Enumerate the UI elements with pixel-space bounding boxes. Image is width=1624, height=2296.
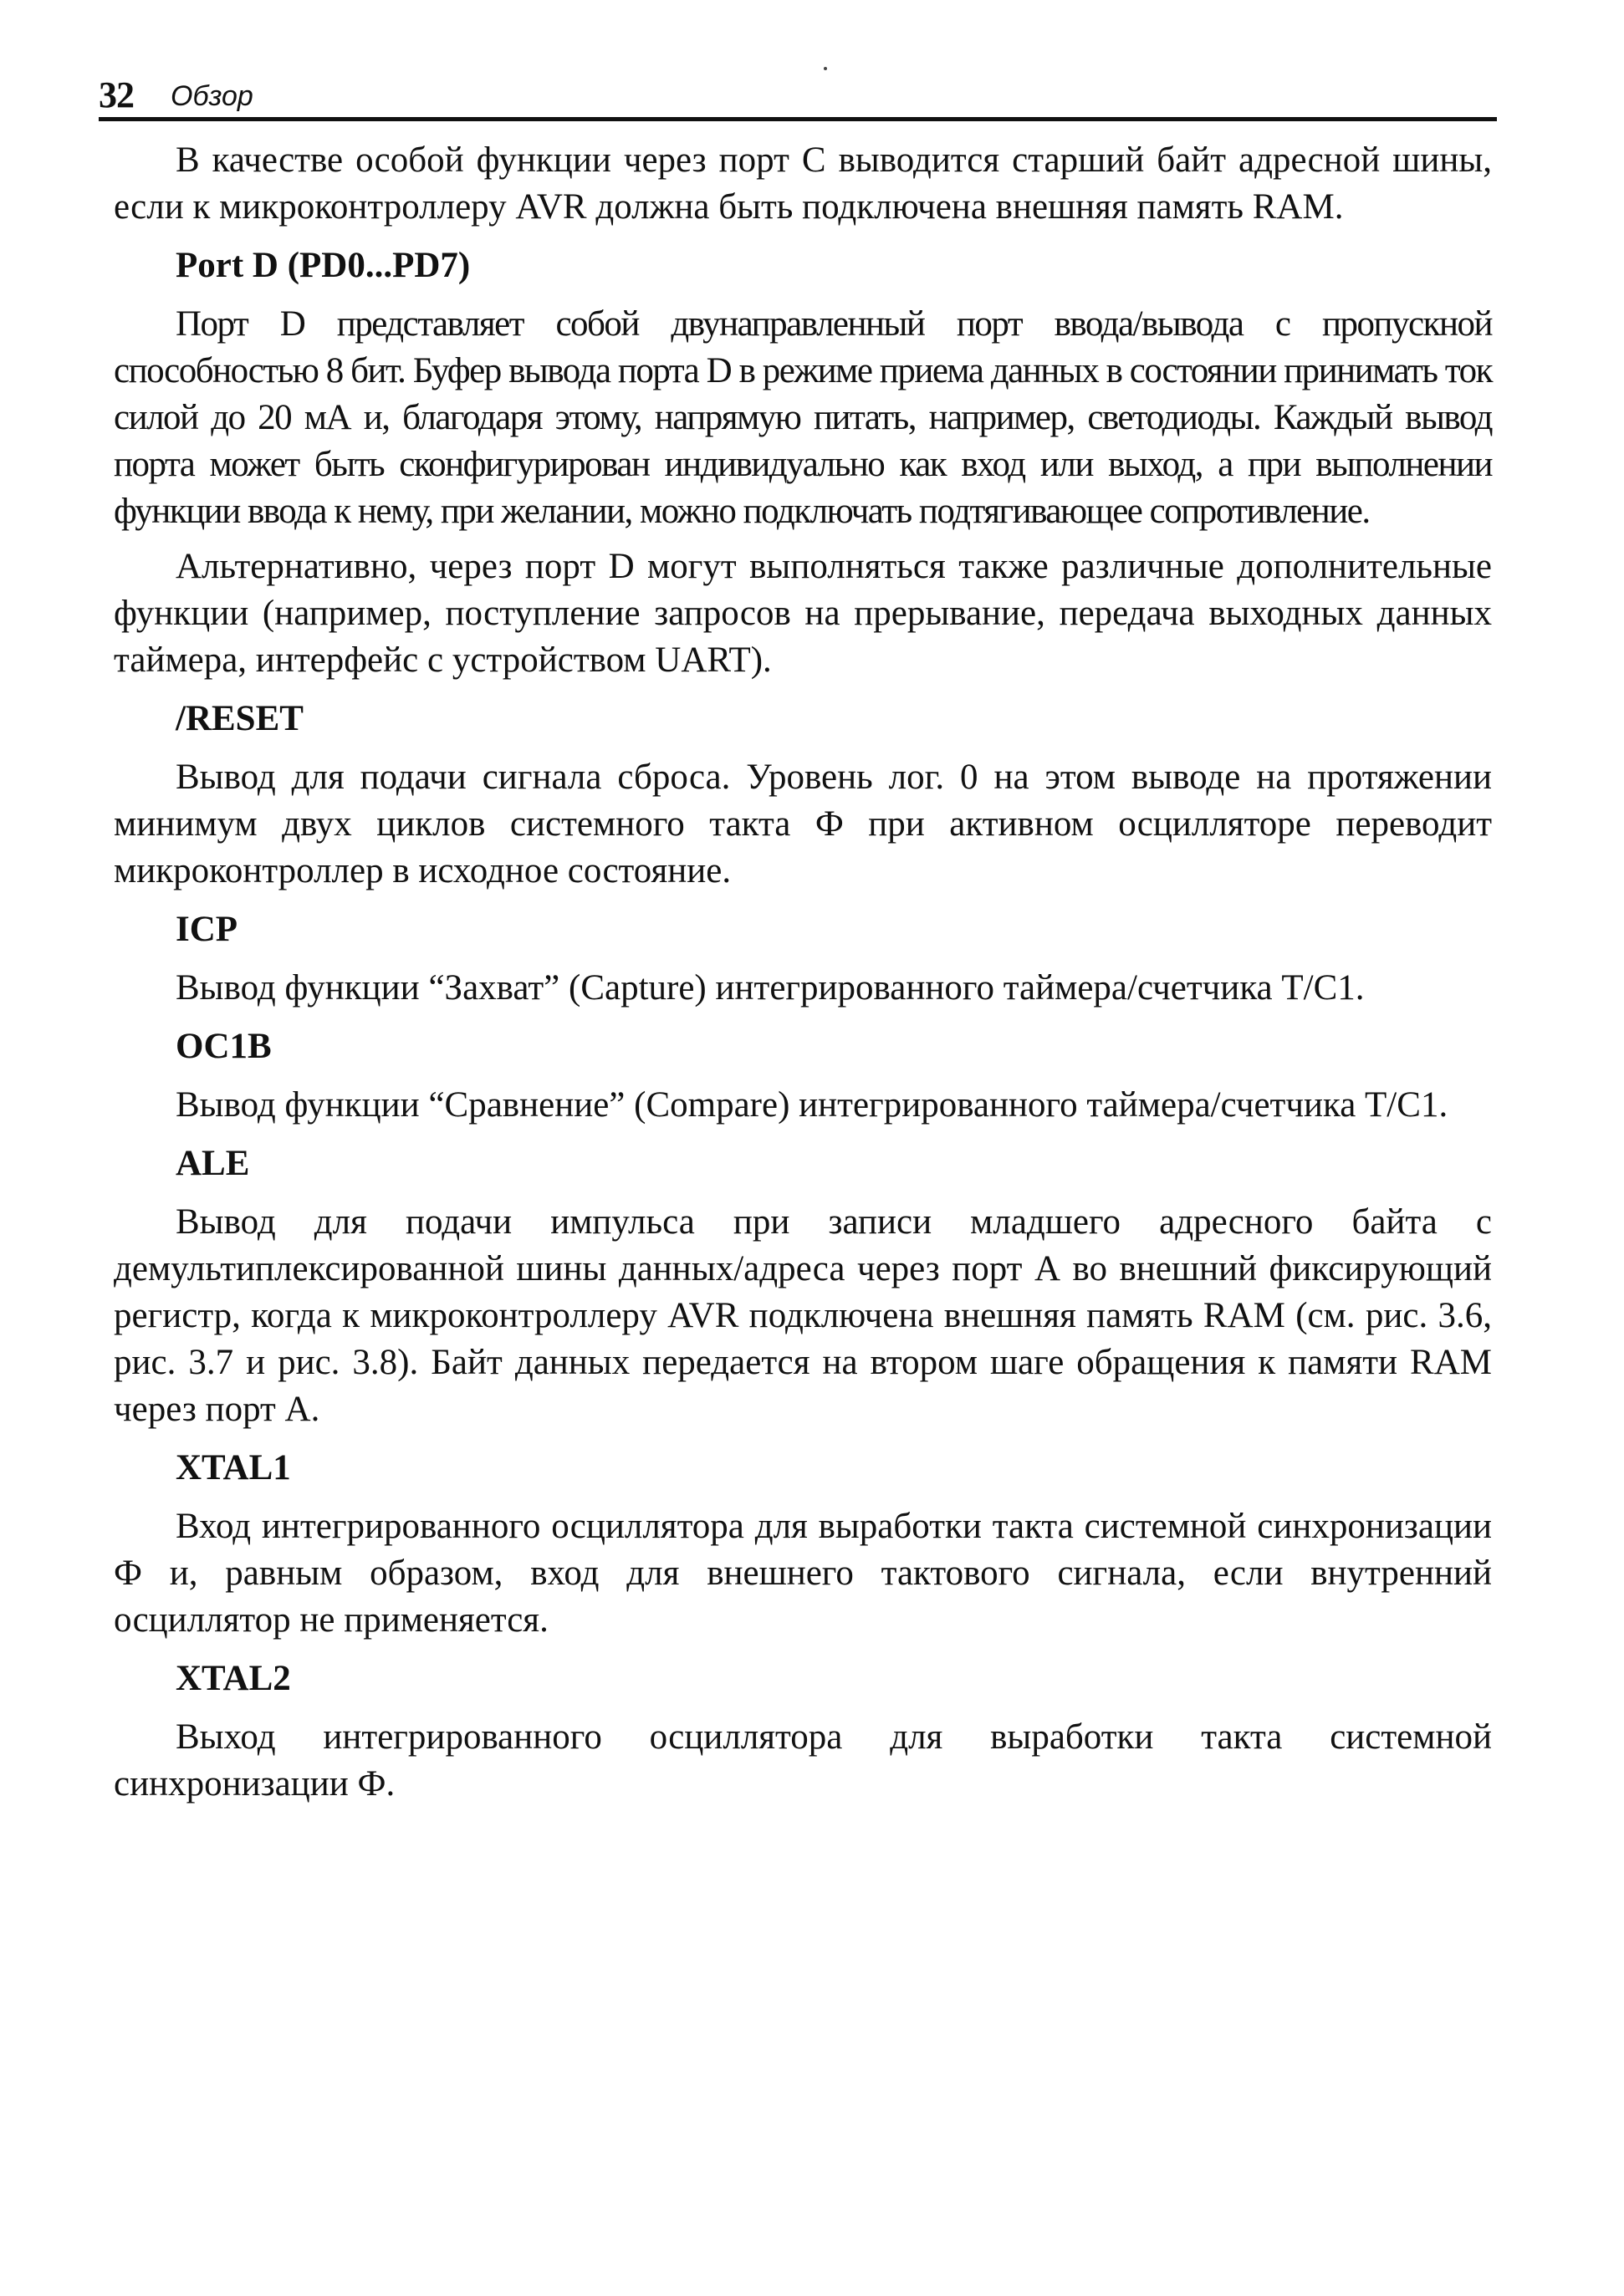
paragraph-reset: Вывод для подачи сигнала сброса. Уровень лог. 0 на этом выводе на протяжении минимум двух циклов системного такта Ф при активном осцилляторе переводит микроконтроллер в исходное состояние. <box>114 758 1492 890</box>
heading-ale: ALE <box>176 1144 250 1183</box>
heading-xtal2: XTAL2 <box>176 1659 291 1698</box>
heading-reset: /RESET <box>176 699 304 738</box>
section-label: Обзор <box>171 80 253 112</box>
paragraph-intro: В качестве особой функции через порт С выводится старший байт адресной шины, если к микроконтроллеру AVR должна быть подключена внешняя память RAM. <box>114 140 1492 227</box>
paragraph-ale: Вывод для подачи импульса при записи младшего адресного байта с демультиплексированной шины данных/адреса через порт А во внешний фиксирующий регистр, когда к микроконтроллеру AVR подключена внешняя память RAM (см. рис. 3.6, рис. 3.7 и рис. 3.8). Байт данных передается на втором шаге обращения к памяти RAM через порт А. <box>114 1202 1492 1429</box>
running-head <box>99 69 1497 120</box>
paragraph-port-d-1: Порт D представляет собой двунаправленный порт ввода/вывода с пропускной способностью 8 бит. Буфер вывода порта D в режиме приема данных в состоянии принимать ток силой до 20 мА и, благодаря этому, напрямую питать, например, светодиоды. Каждый вывод порта может быть сконфигурирован индивидуально как вход или выход, а при выполнении функции ввода к нему, при желании, можно подключать подтягивающее сопротивление. <box>114 304 1492 531</box>
heading-port-d: Port D (PD0...PD7) <box>176 246 471 285</box>
page-body <box>114 137 1492 1819</box>
paragraph-oc1b: Вывод функции “Сравнение” (Compare) интегрированного таймера/счетчика T/C1. <box>176 1085 1448 1125</box>
paragraph-xtal2: Выход интегрированного осциллятора для выработки такта системной синхронизации Ф. <box>114 1717 1492 1804</box>
paragraph-icp: Вывод функции “Захват” (Capture) интегрированного таймера/счетчика T/C1. <box>176 968 1365 1008</box>
heading-oc1b: OC1B <box>176 1027 272 1066</box>
heading-xtal1: XTAL1 <box>176 1448 291 1487</box>
heading-icp: ICP <box>176 910 238 949</box>
header-rule <box>99 117 1497 121</box>
paragraph-xtal1: Вход интегрированного осциллятора для выработки такта системной синхронизации Ф и, равным образом, вход для внешнего тактового сигнала, если внутренний осциллятор не применяется. <box>114 1507 1492 1640</box>
page-number: 32 <box>99 74 134 115</box>
paragraph-port-d-2: Альтернативно, через порт D могут выполняться также различные дополнительные функции (например, поступление запросов на прерывание, передача выходных данных таймера, интерфейс с устройством UART). <box>114 547 1492 680</box>
